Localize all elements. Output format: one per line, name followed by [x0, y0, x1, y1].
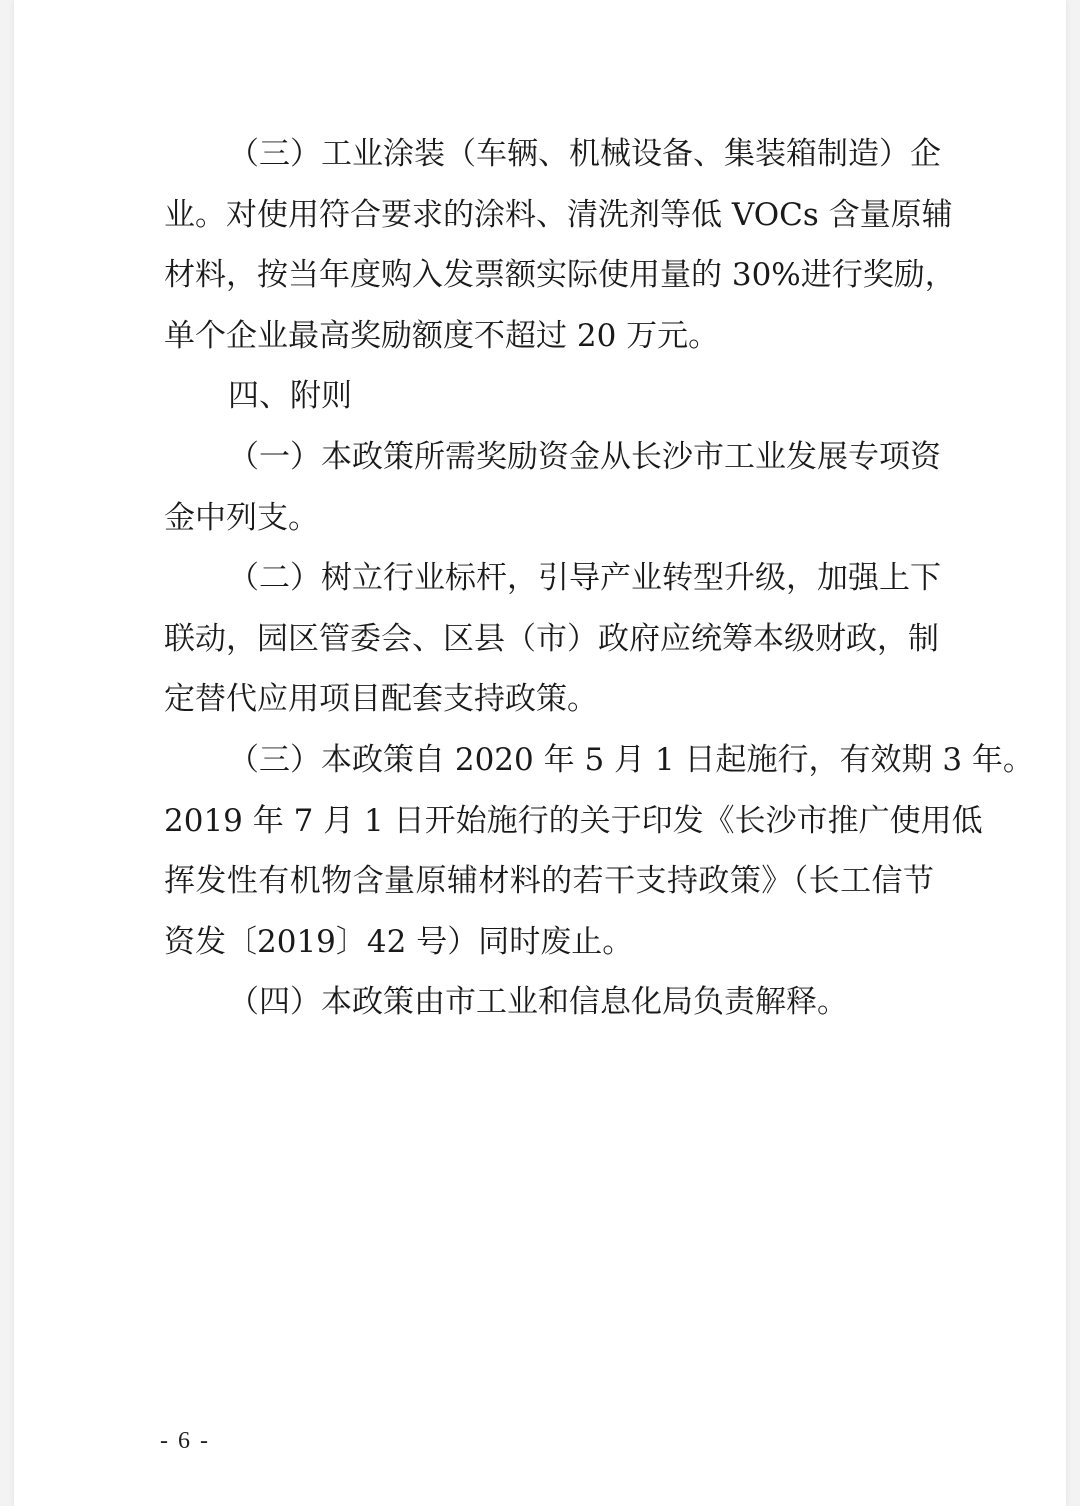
text-line: （三）本政策自 2020 年 5 月 1 日起施行，有效期 3 年。	[228, 741, 1034, 778]
document-page	[14, 0, 1066, 1506]
text-line: 业。对使用符合要求的涂料、清洗剂等低 VOCs 含量原辅	[164, 196, 953, 233]
text-line: 挥发性有机物含量原辅材料的若干支持政策》（长工信节	[164, 863, 934, 900]
section-heading	[164, 366, 934, 427]
text-line: （四）本政策由市工业和信息化局负责解释。	[228, 984, 848, 1021]
text-line: （三）工业涂装（车辆、机械设备、集装箱制造）企	[228, 136, 941, 172]
text-line: 联动，园区管委会、区县（市）政府应统筹本级财政，制	[164, 620, 939, 657]
text-line: 2019 年 7 月 1 日开始施行的关于印发《长沙市推广使用低	[164, 802, 983, 839]
text-line: 金中列支。	[164, 499, 319, 536]
paragraph-appendix-2	[164, 548, 941, 730]
heading-text: 四、附则	[228, 378, 352, 415]
text-line: （一）本政策所需奖励资金从长沙市工业发展专项资	[228, 438, 941, 475]
page-body	[164, 124, 1034, 1033]
paragraph-appendix-1	[164, 427, 941, 548]
text-line: 单个企业最高奖励额度不超过 20 万元。	[164, 317, 720, 354]
text-line: （二）树立行业标杆，引导产业转型升级，加强上下	[228, 560, 941, 597]
text-line: 材料，按当年度购入发票额实际使用量的 30%进行奖励，	[164, 257, 956, 294]
paragraph-appendix-4	[164, 972, 934, 1033]
paragraph-item3-industrial-coating	[164, 124, 956, 366]
paragraph-appendix-3	[164, 730, 1034, 972]
page-number: - 6 -	[160, 1428, 210, 1454]
text-line: 定替代应用项目配套支持政策。	[164, 681, 598, 718]
text-line: 资发〔2019〕42 号）同时废止。	[164, 923, 634, 960]
